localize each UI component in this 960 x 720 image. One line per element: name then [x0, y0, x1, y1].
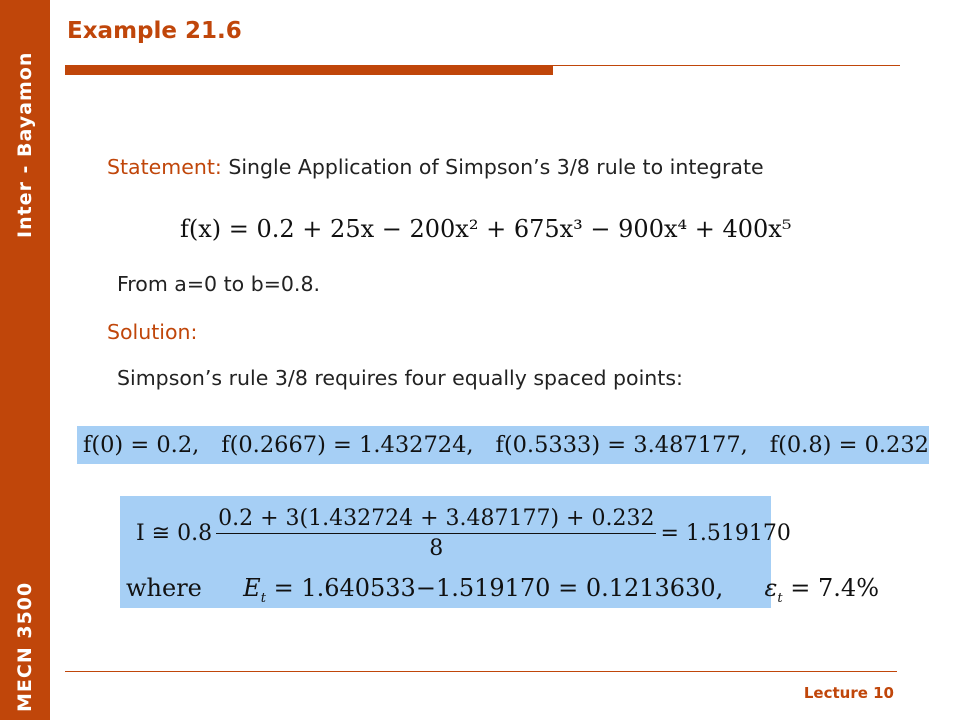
side-label-institution: Inter - Bayamon: [14, 51, 36, 238]
title-underline: [65, 65, 553, 75]
function-equation: f(x) = 0.2 + 25x − 200x² + 675x³ − 900x⁴ + 400x⁵: [180, 215, 792, 243]
relative-error: = 7.4%: [790, 574, 879, 602]
true-error: 1.640533−1.519170 = 0.1213630,: [301, 574, 724, 602]
function-values-box: [77, 426, 929, 464]
footer-rule: [65, 671, 897, 672]
lecture-label: Lecture 10: [803, 684, 894, 702]
value-f1: f(0.2667) = 1.432724,: [221, 432, 474, 458]
slide-title: Example 21.6: [67, 18, 242, 44]
error-line: where $E_t = 1.640533-1.519170 = 0.1213630$, $\varepsilon_t = 7.4\%$: [126, 574, 879, 606]
integral-result-box: [120, 496, 879, 608]
where-label: where: [126, 574, 202, 602]
value-f2: f(0.5333) = 3.487177,: [495, 432, 748, 458]
title-rule: [553, 65, 900, 66]
solution-label: Solution:: [107, 320, 198, 344]
value-f0: f(0) = 0.2,: [83, 432, 200, 458]
value-f3: f(0.8) = 0.232: [769, 432, 930, 458]
statement-label: Statement:: [107, 155, 222, 179]
range-text: From a=0 to b=0.8.: [117, 272, 321, 296]
statement-text: [107, 152, 867, 182]
integral-denominator: 8: [216, 533, 656, 561]
integral-fraction: [216, 506, 656, 561]
statement-body: Single Application of Simpson’s 3/8 rule to integrate: [221, 155, 764, 179]
requirement-text: Simpson’s rule 3/8 requires four equally spaced points:: [117, 366, 683, 390]
integral-result: = 1.519170: [660, 521, 791, 546]
side-label-course: MECN 3500: [14, 581, 36, 712]
integral-lhs: I ≅ 0.8: [136, 521, 213, 546]
integral-numerator: 0.2 + 3(1.432724 + 3.487177) + 0.232: [218, 506, 655, 531]
